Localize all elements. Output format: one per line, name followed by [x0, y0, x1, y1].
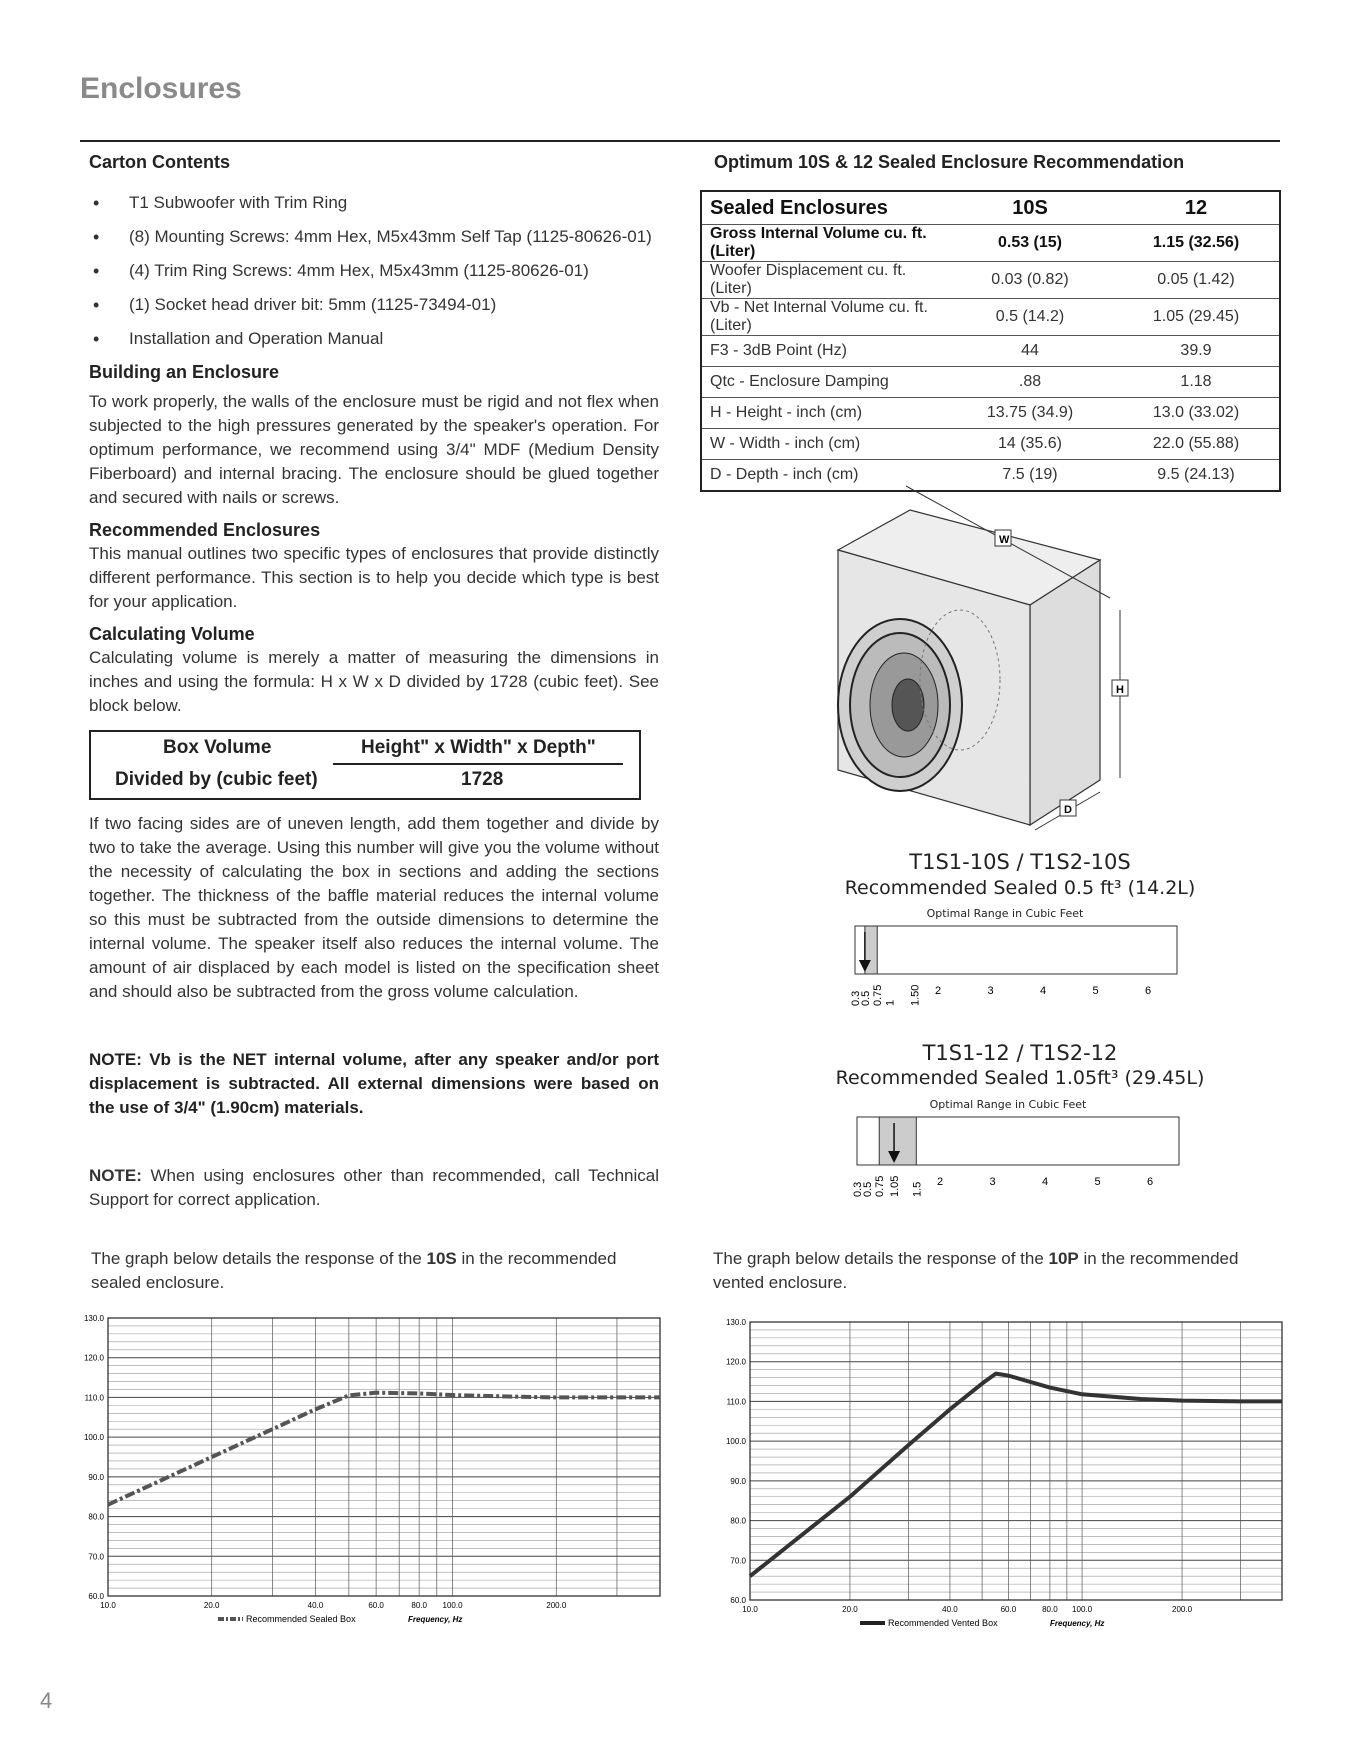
caption-text: The graph below details the response of the — [713, 1249, 1049, 1268]
x-tick-label: 60.0 — [368, 1601, 384, 1610]
formula-box — [89, 730, 641, 800]
range-bar-10s — [845, 922, 1185, 1012]
range-bar-outline — [855, 926, 1177, 974]
enclosure-diagram — [820, 480, 1150, 840]
x-tick-label: 20.0 — [842, 1605, 858, 1614]
x-tick-label: 100.0 — [442, 1601, 463, 1610]
table-cell: Vb - Net Internal Volume cu. ft. (Liter) — [701, 299, 947, 336]
range-tick-label: 0.5 — [859, 990, 872, 1006]
x-tick-label: 200.0 — [1172, 1605, 1193, 1614]
range-tick-label: 1.50 — [909, 984, 922, 1006]
range-tick-label: 2 — [935, 985, 942, 997]
table-row — [701, 398, 1280, 429]
caption-model: 10S — [426, 1249, 457, 1268]
table-cell: 1.18 — [1113, 367, 1280, 398]
range-tick-label: 2 — [937, 1176, 944, 1188]
table-header-row — [701, 191, 1280, 225]
y-tick-label: 110.0 — [84, 1393, 104, 1403]
header-cell: 12 — [1113, 191, 1280, 225]
calculating-heading: Calculating Volume — [89, 624, 255, 644]
table-cell: 22.0 (55.88) — [1113, 429, 1280, 460]
model-name-10s: T1S1-10S / T1S2-10S — [909, 850, 1131, 874]
title-rule — [80, 140, 1280, 142]
x-tick-label: 100.0 — [1072, 1605, 1093, 1614]
table-row — [701, 336, 1280, 367]
y-tick-label: 70.0 — [88, 1552, 104, 1562]
y-tick-label: 90.0 — [88, 1472, 104, 1482]
graph-caption-10s — [91, 1247, 661, 1295]
range-tick-label: 5 — [1092, 985, 1099, 997]
page-number: 4 — [40, 1688, 53, 1713]
formula-denominator: 1728 — [461, 769, 504, 790]
optimal-range-fill — [879, 1117, 916, 1165]
range-tick-label: 5 — [1094, 1176, 1101, 1188]
table-cell: 1.05 (29.45) — [1113, 299, 1280, 336]
x-tick-label: 20.0 — [203, 1601, 220, 1610]
range-label-12: Optimal Range in Cubic Feet — [929, 1098, 1087, 1111]
x-tick-label: 10.0 — [100, 1601, 116, 1610]
range-tick-label: 0.75 — [872, 984, 885, 1006]
table-row — [701, 262, 1280, 299]
caption-text: in the recommended sealed enclosure. — [91, 1249, 617, 1292]
table-row — [701, 225, 1280, 262]
building-text: To work properly, the walls of the enclosure must be rigid and not flex when subjected to the high pressures generated by the speaker's operation. For optimum performance, we recommend using 3/4" MDF (Medium Density Fiberboard) and internal bracing. The enclosure should be glued together and secured with nails or screws. — [89, 392, 659, 507]
table-row — [701, 429, 1280, 460]
caption-text: The graph below details the response of the — [91, 1249, 427, 1268]
uneven-text: If two facing sides are of uneven length, add them together and divide by two to take the average. Using this number will give you the volume without the necessity of calculating the box in sections and adding the sections together. The thickness of the baffle material reduces the internal volume so this must be subtracted from the outside dimensions to determine the internal volume. The speaker itself also reduces the internal volume. The amount of air displaced by each model is listed on the specification sheet and should also be subtracted from the gross volume calculation. — [89, 814, 659, 1001]
header-cell: Sealed Enclosures — [701, 191, 947, 225]
range-bar-12 — [847, 1113, 1187, 1203]
x-tick-label: 60.0 — [1000, 1605, 1017, 1614]
recommended-heading: Recommended Enclosures — [89, 520, 321, 540]
w-label: W — [999, 534, 1010, 546]
range-tick-label: 0.5 — [861, 1181, 874, 1197]
note-support — [89, 1164, 659, 1212]
model-name-12: T1S1-12 / T1S2-12 — [922, 1041, 1118, 1065]
carton-list — [89, 186, 659, 356]
range-tick-label: 0.3 — [850, 990, 862, 1006]
plot-frame — [108, 1318, 660, 1596]
list-item: • (1) Socket head driver bit: 5mm (1125-73494-01) — [89, 288, 659, 322]
y-tick-label: 70.0 — [730, 1556, 746, 1566]
h-label: H — [1116, 684, 1124, 696]
table-cell: 0.05 (1.42) — [1113, 262, 1280, 299]
d-label: D — [1064, 804, 1072, 816]
range-tick-label: 0.3 — [852, 1181, 864, 1197]
building-heading: Building an Enclosure — [89, 362, 280, 382]
table-cell: 14 (35.6) — [947, 429, 1113, 460]
y-tick-label: 120.0 — [725, 1357, 746, 1367]
page-title: Enclosures — [80, 72, 242, 105]
recommended-text: This manual outlines two specific types of enclosures that provide distinctly different performance. This section is to help you decide which type is best for your application. — [89, 544, 659, 611]
legend-label: Recommended Vented Box — [888, 1618, 998, 1628]
range-tick-label: 1 — [884, 999, 897, 1006]
range-tick-label: 4 — [1040, 985, 1047, 997]
list-item: • (8) Mounting Screws: 4mm Hex, M5x43mm Self Tap (1125-80626-01) — [89, 220, 659, 254]
formula-numerator: Height" x Width" x Depth" — [361, 737, 596, 758]
table-title: Optimum 10S & 12 Sealed Enclosure Recommendation — [714, 152, 1185, 172]
calculating-text: Calculating volume is merely a matter of measuring the dimensions in inches and using the formula: H x W x D divided by 1728 (cubic feet). See block below. — [89, 648, 659, 715]
range-tick-label: 6 — [1147, 1176, 1154, 1188]
y-tick-label: 60.0 — [88, 1592, 104, 1601]
box-side-face — [1030, 560, 1100, 825]
list-item: • Installation and Operation Manual — [89, 322, 659, 356]
spec-table — [700, 190, 1281, 492]
note-text: When using enclosures other than recommended, call Technical Support for correct application. — [89, 1166, 659, 1209]
y-tick-label: 60.0 — [730, 1596, 746, 1605]
range-tick-label: 3 — [989, 1176, 996, 1188]
fraction-bar — [333, 763, 623, 765]
note-label: NOTE: — [89, 1166, 142, 1185]
y-tick-label: 90.0 — [730, 1476, 746, 1486]
x-tick-label: 200.0 — [546, 1601, 567, 1610]
x-axis-label: Frequency, Hz — [1050, 1619, 1105, 1628]
y-tick-label: 80.0 — [730, 1516, 746, 1526]
series-line — [108, 1393, 660, 1505]
range-label-10s: Optimal Range in Cubic Feet — [926, 907, 1084, 920]
range-tick-label: 0.75 — [874, 1175, 887, 1197]
table-cell: 0.03 (0.82) — [947, 262, 1113, 299]
table-cell: 7.5 (19) — [947, 460, 1113, 492]
y-tick-label: 120.0 — [83, 1353, 104, 1363]
range-tick-label: 4 — [1042, 1176, 1049, 1188]
response-chart-vented — [712, 1312, 1292, 1652]
recommended-12: Recommended Sealed 1.05ft³ (29.45L) — [835, 1067, 1205, 1089]
x-tick-label: 80.0 — [1042, 1605, 1058, 1614]
table-cell: 1.15 (32.56) — [1113, 225, 1280, 262]
table-cell: Woofer Displacement cu. ft. (Liter) — [701, 262, 947, 299]
table-cell: 13.75 (34.9) — [947, 398, 1113, 429]
response-chart-sealed — [70, 1308, 670, 1648]
table-row — [701, 367, 1280, 398]
table-cell: D - Depth - inch (cm) — [701, 460, 947, 492]
range-tick-label: 3 — [987, 985, 994, 997]
range-tick-label: 1.5 — [911, 1181, 924, 1197]
y-tick-label: 130.0 — [725, 1318, 746, 1327]
recommended-10s: Recommended Sealed 0.5 ft³ (14.2L) — [844, 877, 1196, 899]
x-tick-label: 10.0 — [742, 1605, 758, 1614]
y-tick-label: 130.0 — [83, 1314, 104, 1323]
table-cell: W - Width - inch (cm) — [701, 429, 947, 460]
carton-heading: Carton Contents — [89, 152, 230, 172]
formula-box-volume: Box Volume — [163, 737, 272, 758]
table-cell: Gross Internal Volume cu. ft. (Liter) — [701, 225, 947, 262]
x-tick-label: 80.0 — [411, 1601, 427, 1610]
table-cell: 0.53 (15) — [947, 225, 1113, 262]
range-tick-label: 6 — [1145, 985, 1152, 997]
table-cell: 39.9 — [1113, 336, 1280, 367]
y-tick-label: 80.0 — [88, 1512, 104, 1522]
left-column — [89, 150, 659, 1212]
formula-divided: Divided by (cubic feet) — [115, 769, 318, 790]
table-cell: Qtc - Enclosure Damping — [701, 367, 947, 398]
plot-frame — [750, 1322, 1282, 1600]
y-tick-label: 110.0 — [726, 1397, 746, 1407]
legend-label: Recommended Sealed Box — [246, 1614, 356, 1624]
list-item: • T1 Subwoofer with Trim Ring — [89, 186, 659, 220]
y-tick-label: 100.0 — [83, 1433, 104, 1443]
graph-caption-10p — [713, 1247, 1283, 1295]
table-cell: 13.0 (33.02) — [1113, 398, 1280, 429]
series-line — [750, 1374, 1282, 1577]
y-tick-label: 100.0 — [725, 1437, 746, 1447]
x-tick-label: 40.0 — [307, 1601, 324, 1610]
caption-text: in the recommended vented enclosure. — [713, 1249, 1239, 1292]
header-cell: 10S — [947, 191, 1113, 225]
table-row — [701, 299, 1280, 336]
table-cell: .88 — [947, 367, 1113, 398]
range-tick-label: 1.05 — [889, 1175, 902, 1197]
x-tick-label: 40.0 — [942, 1605, 958, 1614]
note-vb: NOTE: Vb is the NET internal volume, after any speaker and/or port displacement is subtracted. All external dimensions were based on the use of 3/4" (1.90cm) materials. — [89, 1050, 659, 1117]
table-cell: 0.5 (14.2) — [947, 299, 1113, 336]
x-axis-label: Frequency, Hz — [408, 1615, 463, 1624]
list-item: • (4) Trim Ring Screws: 4mm Hex, M5x43mm (1125-80626-01) — [89, 254, 659, 288]
table-cell: H - Height - inch (cm) — [701, 398, 947, 429]
caption-model: 10P — [1048, 1249, 1079, 1268]
table-cell: 44 — [947, 336, 1113, 367]
table-cell: 9.5 (24.13) — [1113, 460, 1280, 492]
table-cell: F3 - 3dB Point (Hz) — [701, 336, 947, 367]
